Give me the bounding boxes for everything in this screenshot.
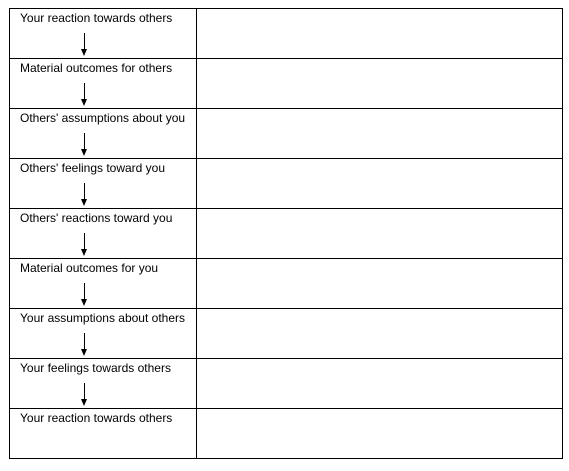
table-row: [10, 159, 563, 209]
row-label: Material outcomes for you: [20, 261, 159, 275]
row-label-cell: [10, 159, 197, 209]
row-label: Your assumptions about others: [20, 311, 185, 325]
row-label: Your reaction towards others: [20, 411, 173, 425]
table-row: [10, 9, 563, 59]
cycle-table: [9, 8, 563, 459]
table-row: [10, 209, 563, 259]
table-row: [10, 59, 563, 109]
row-label: Your reaction towards others: [20, 11, 173, 25]
response-cell[interactable]: [197, 359, 563, 409]
table-row: [10, 259, 563, 309]
row-label-cell: [10, 209, 197, 259]
table-row: [10, 109, 563, 159]
cycle-worksheet: [9, 8, 562, 462]
row-label-cell: [10, 9, 197, 59]
table-row: [10, 309, 563, 359]
response-cell[interactable]: [197, 109, 563, 159]
response-cell[interactable]: [197, 9, 563, 59]
row-label-cell: [10, 109, 197, 159]
row-label: Others' reactions toward you: [20, 211, 173, 225]
row-label-cell: [10, 259, 197, 309]
row-label-cell: [10, 309, 197, 359]
row-label-cell: [10, 359, 197, 409]
row-label-cell: [10, 59, 197, 109]
response-cell[interactable]: [197, 209, 563, 259]
response-cell[interactable]: [197, 59, 563, 109]
table-row: [10, 409, 563, 459]
row-label: Material outcomes for others: [20, 61, 173, 75]
row-label-cell: [10, 409, 197, 459]
response-cell[interactable]: [197, 159, 563, 209]
response-cell[interactable]: [197, 259, 563, 309]
response-cell[interactable]: [197, 409, 563, 459]
row-label: Your feelings towards others: [20, 361, 171, 375]
table-row: [10, 359, 563, 409]
row-label: Others' assumptions about you: [20, 111, 186, 125]
response-cell[interactable]: [197, 309, 563, 359]
row-label: Others' feelings toward you: [20, 161, 166, 175]
